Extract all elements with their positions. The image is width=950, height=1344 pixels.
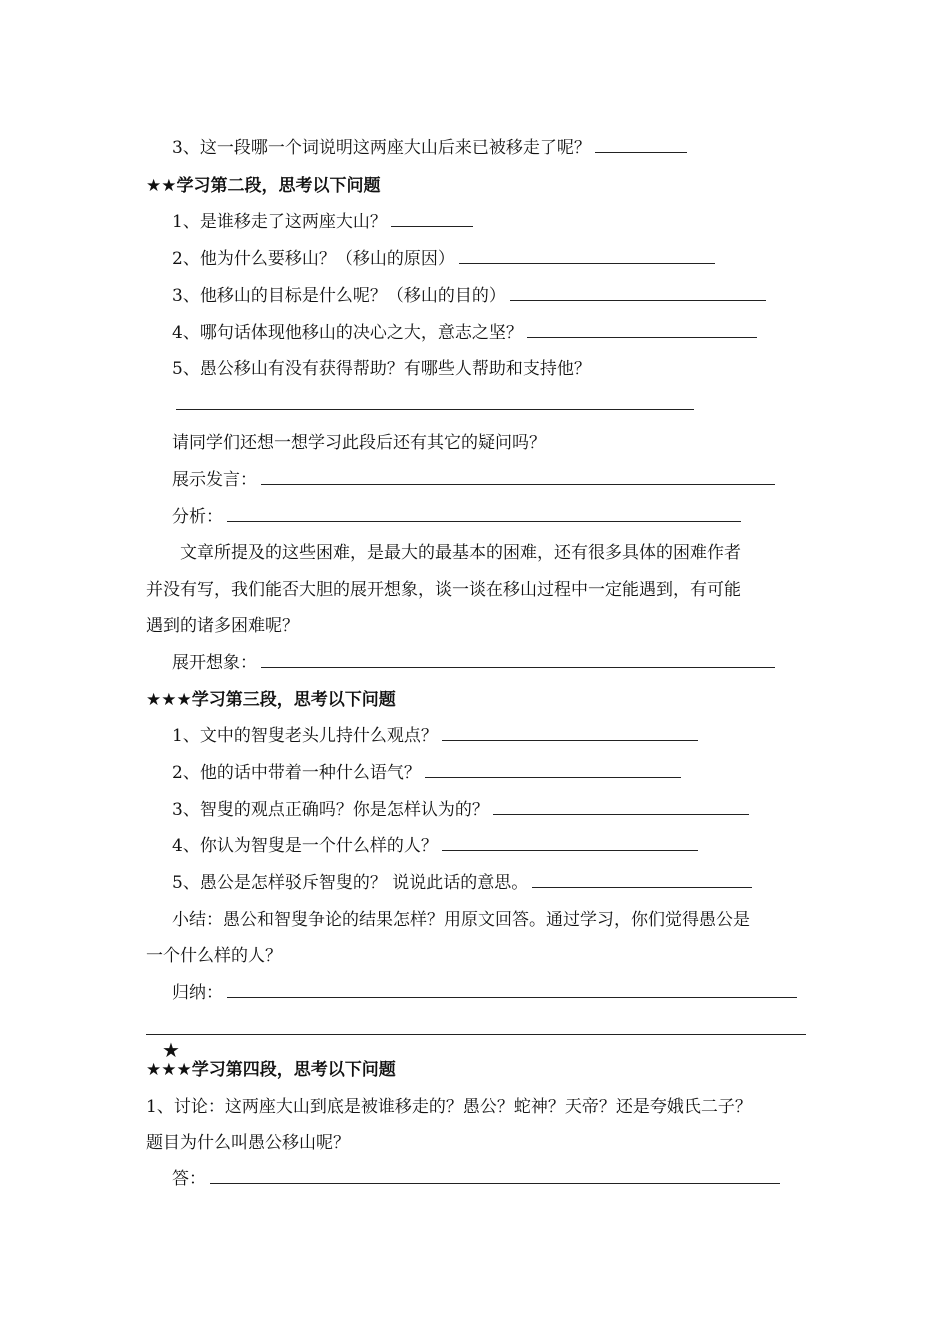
show-speech-field: 展示发言： <box>172 468 775 492</box>
conclude-field: 归纳： <box>172 981 797 1005</box>
answer-blank[interactable] <box>261 666 775 668</box>
paragraph-line-2: 并没有写，我们能否大胆的展开想象，谈一谈在移山过程中一定能遇到，有可能 <box>146 580 741 600</box>
summary-line-1: 小结：愚公和智叟争论的结果怎样？用原文回答。通过学习，你们觉得愚公是 <box>172 910 750 930</box>
question-s4-1-line-2: 题目为什么叫愚公移山呢？ <box>146 1133 350 1153</box>
star-icon: ★ <box>162 1038 180 1062</box>
think-prompt: 请同学们还想一想学习此段后还有其它的疑问吗？ <box>172 433 546 453</box>
question-s3-1: 1、文中的智叟老头儿持什么观点？ <box>172 724 698 748</box>
answer-field: 答： <box>172 1167 780 1191</box>
question-s2-5: 5、愚公移山有没有获得帮助？有哪些人帮助和支持他？ <box>172 359 591 379</box>
answer-blank[interactable] <box>442 739 698 741</box>
answer-blank[interactable] <box>391 225 473 227</box>
analysis-field: 分析： <box>172 505 741 529</box>
question-s3-5: 5、愚公是怎样驳斥智叟的？ 说说此话的意思。 <box>172 871 752 895</box>
paragraph-line-3: 遇到的诸多困难呢？ <box>146 616 299 636</box>
question-s2-1: 1、是谁移走了这两座大山？ <box>172 210 473 234</box>
question-s3-3: 3、智叟的观点正确吗？你是怎样认为的？ <box>172 798 749 822</box>
answer-blank[interactable] <box>459 262 715 264</box>
section-2-heading: ★★学习第二段，思考以下问题 <box>146 176 381 196</box>
answer-blank[interactable] <box>227 996 797 998</box>
answer-blank[interactable] <box>595 151 687 153</box>
summary-line-2: 一个什么样的人？ <box>146 946 282 966</box>
answer-blank[interactable] <box>261 483 775 485</box>
answer-blank[interactable] <box>527 336 757 338</box>
question-s3-4: 4、你认为智叟是一个什么样的人？ <box>172 834 698 858</box>
question-s2-2: 2、他为什么要移山？（移山的原因） <box>172 247 715 271</box>
paragraph-line-1: 文章所提及的这些困难，是最大的最基本的困难，还有很多具体的困难作者 <box>180 543 741 563</box>
answer-line[interactable] <box>146 1034 806 1035</box>
question-s2-4: 4、哪句话体现他移山的决心之大，意志之坚？ <box>172 321 757 345</box>
question-p1-3: 3、这一段哪一个词说明这两座大山后来已被移走了呢？ <box>172 136 687 160</box>
question-s3-2: 2、他的话中带着一种什么语气？ <box>172 761 681 785</box>
answer-blank[interactable] <box>442 849 698 851</box>
answer-blank[interactable] <box>532 886 752 888</box>
imagine-field: 展开想象： <box>172 651 775 675</box>
answer-blank[interactable] <box>210 1182 780 1184</box>
question-s2-3: 3、他移山的目标是什么呢？（移山的目的） <box>172 284 766 308</box>
answer-line[interactable] <box>176 409 694 410</box>
section-4-heading: ★★★学习第四段，思考以下问题 <box>146 1060 396 1080</box>
section-3-heading: ★★★学习第三段，思考以下问题 <box>146 690 396 710</box>
answer-blank[interactable] <box>227 520 741 522</box>
answer-blank[interactable] <box>493 813 749 815</box>
answer-blank[interactable] <box>510 299 766 301</box>
answer-blank[interactable] <box>425 776 681 778</box>
question-s4-1-line-1: 1、讨论：这两座大山到底是被谁移走的？愚公？蛇神？天帝？还是夸娥氏二子？ <box>146 1097 752 1117</box>
